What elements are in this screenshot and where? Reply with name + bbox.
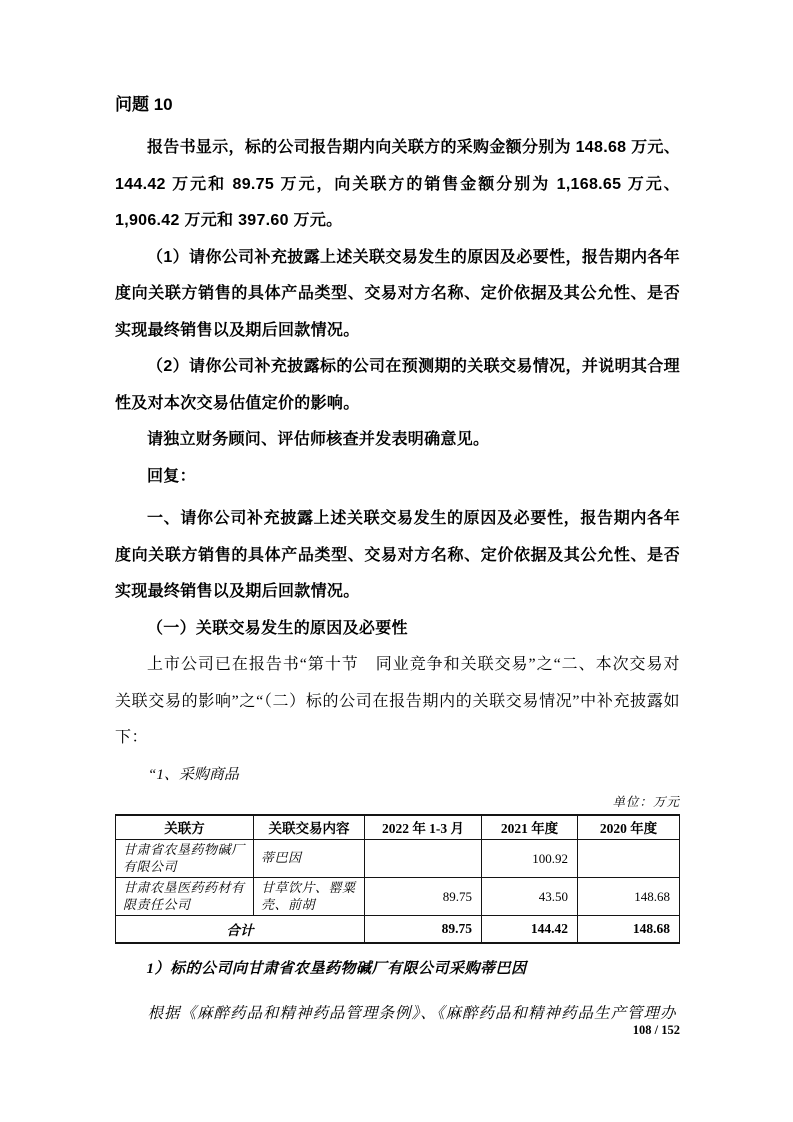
header-transaction-content: 关联交易内容 <box>254 815 365 840</box>
cell-2020-value <box>578 840 680 878</box>
cell-2021-value: 43.50 <box>482 878 578 916</box>
cell-content: 蒂巴因 <box>254 840 365 878</box>
cell-content: 甘草饮片、罂粟壳、前胡 <box>254 878 365 916</box>
note-2-paragraph: 根据《麻醉药品和精神药品管理条例》、《麻醉药品和精神药品生产管理办 <box>147 1004 677 1022</box>
cell-total-2022: 89.75 <box>365 916 482 943</box>
verification-instruction: 请独立财务顾问、评估师核查并发表明确意见。 <box>147 431 490 448</box>
question-heading: 问题 10 <box>115 95 173 114</box>
table-row <box>116 840 680 878</box>
cell-total-label: 合计 <box>116 916 365 943</box>
table-header-row <box>116 815 680 840</box>
header-2020: 2020 年度 <box>578 815 680 840</box>
cell-2022-value <box>365 840 482 878</box>
header-2021: 2021 年度 <box>482 815 578 840</box>
quoted-item-heading: “1、采购商品 <box>148 766 239 783</box>
cell-total-2020: 148.68 <box>578 916 680 943</box>
related-party-purchase-table <box>115 814 680 944</box>
section-1-heading: 一、请你公司补充披露上述关联交易发生的原因及必要性，报告期内各年度向关联方销售的具体产品类型、交易对方名称、定价依据及其公允性、是否实现最终销售以及期后回款情况。 <box>115 510 680 600</box>
question-item-2: （2）请你公司补充披露标的公司在预测期的关联交易情况，并说明其合理性及对本次交易估值定价的影响。 <box>115 358 680 412</box>
cell-2022-value: 89.75 <box>365 878 482 916</box>
disclosure-note-paragraph: 上市公司已在报告书“第十节 同业竞争和关联交易”之“二、本次交易对关联交易的影响”之“（二）标的公司在报告期内的关联交易情况”中补充披露如下： <box>115 656 680 746</box>
table-row <box>116 878 680 916</box>
table-unit-label: 单位：万元 <box>612 794 680 809</box>
cell-2021-value: 100.92 <box>482 840 578 878</box>
cell-2020-value: 148.68 <box>578 878 680 916</box>
header-2022-q1: 2022 年 1-3 月 <box>365 815 482 840</box>
subsection-1-heading: （一）关联交易发生的原因及必要性 <box>147 619 408 637</box>
cell-party: 甘肃省农垦药物碱厂有限公司 <box>116 840 254 878</box>
reply-label: 回复： <box>147 467 196 485</box>
note-1-heading: 1）标的公司向甘肃省农垦药物碱厂有限公司采购蒂巴因 <box>146 960 527 977</box>
table-total-row <box>116 916 680 943</box>
cell-party: 甘肃农垦医药药材有限责任公司 <box>123 880 245 912</box>
header-related-party: 关联方 <box>116 815 254 840</box>
question-intro-paragraph: 报告书显示，标的公司报告期内向关联方的采购金额分别为 148.68 万元、144.42 万元和 89.75 万元，向关联方的销售金额分别为 1,168.65 万元、1,906.42 万元和 397.60 万元。 <box>115 139 680 229</box>
cell-total-2021: 144.42 <box>482 916 578 943</box>
page-number: 108 / 152 <box>632 1023 680 1037</box>
question-item-1: （1）请你公司补充披露上述关联交易发生的原因及必要性，报告期内各年度向关联方销售的具体产品类型、交易对方名称、定价依据及其公允性、是否实现最终销售以及期后回款情况。 <box>115 248 680 339</box>
